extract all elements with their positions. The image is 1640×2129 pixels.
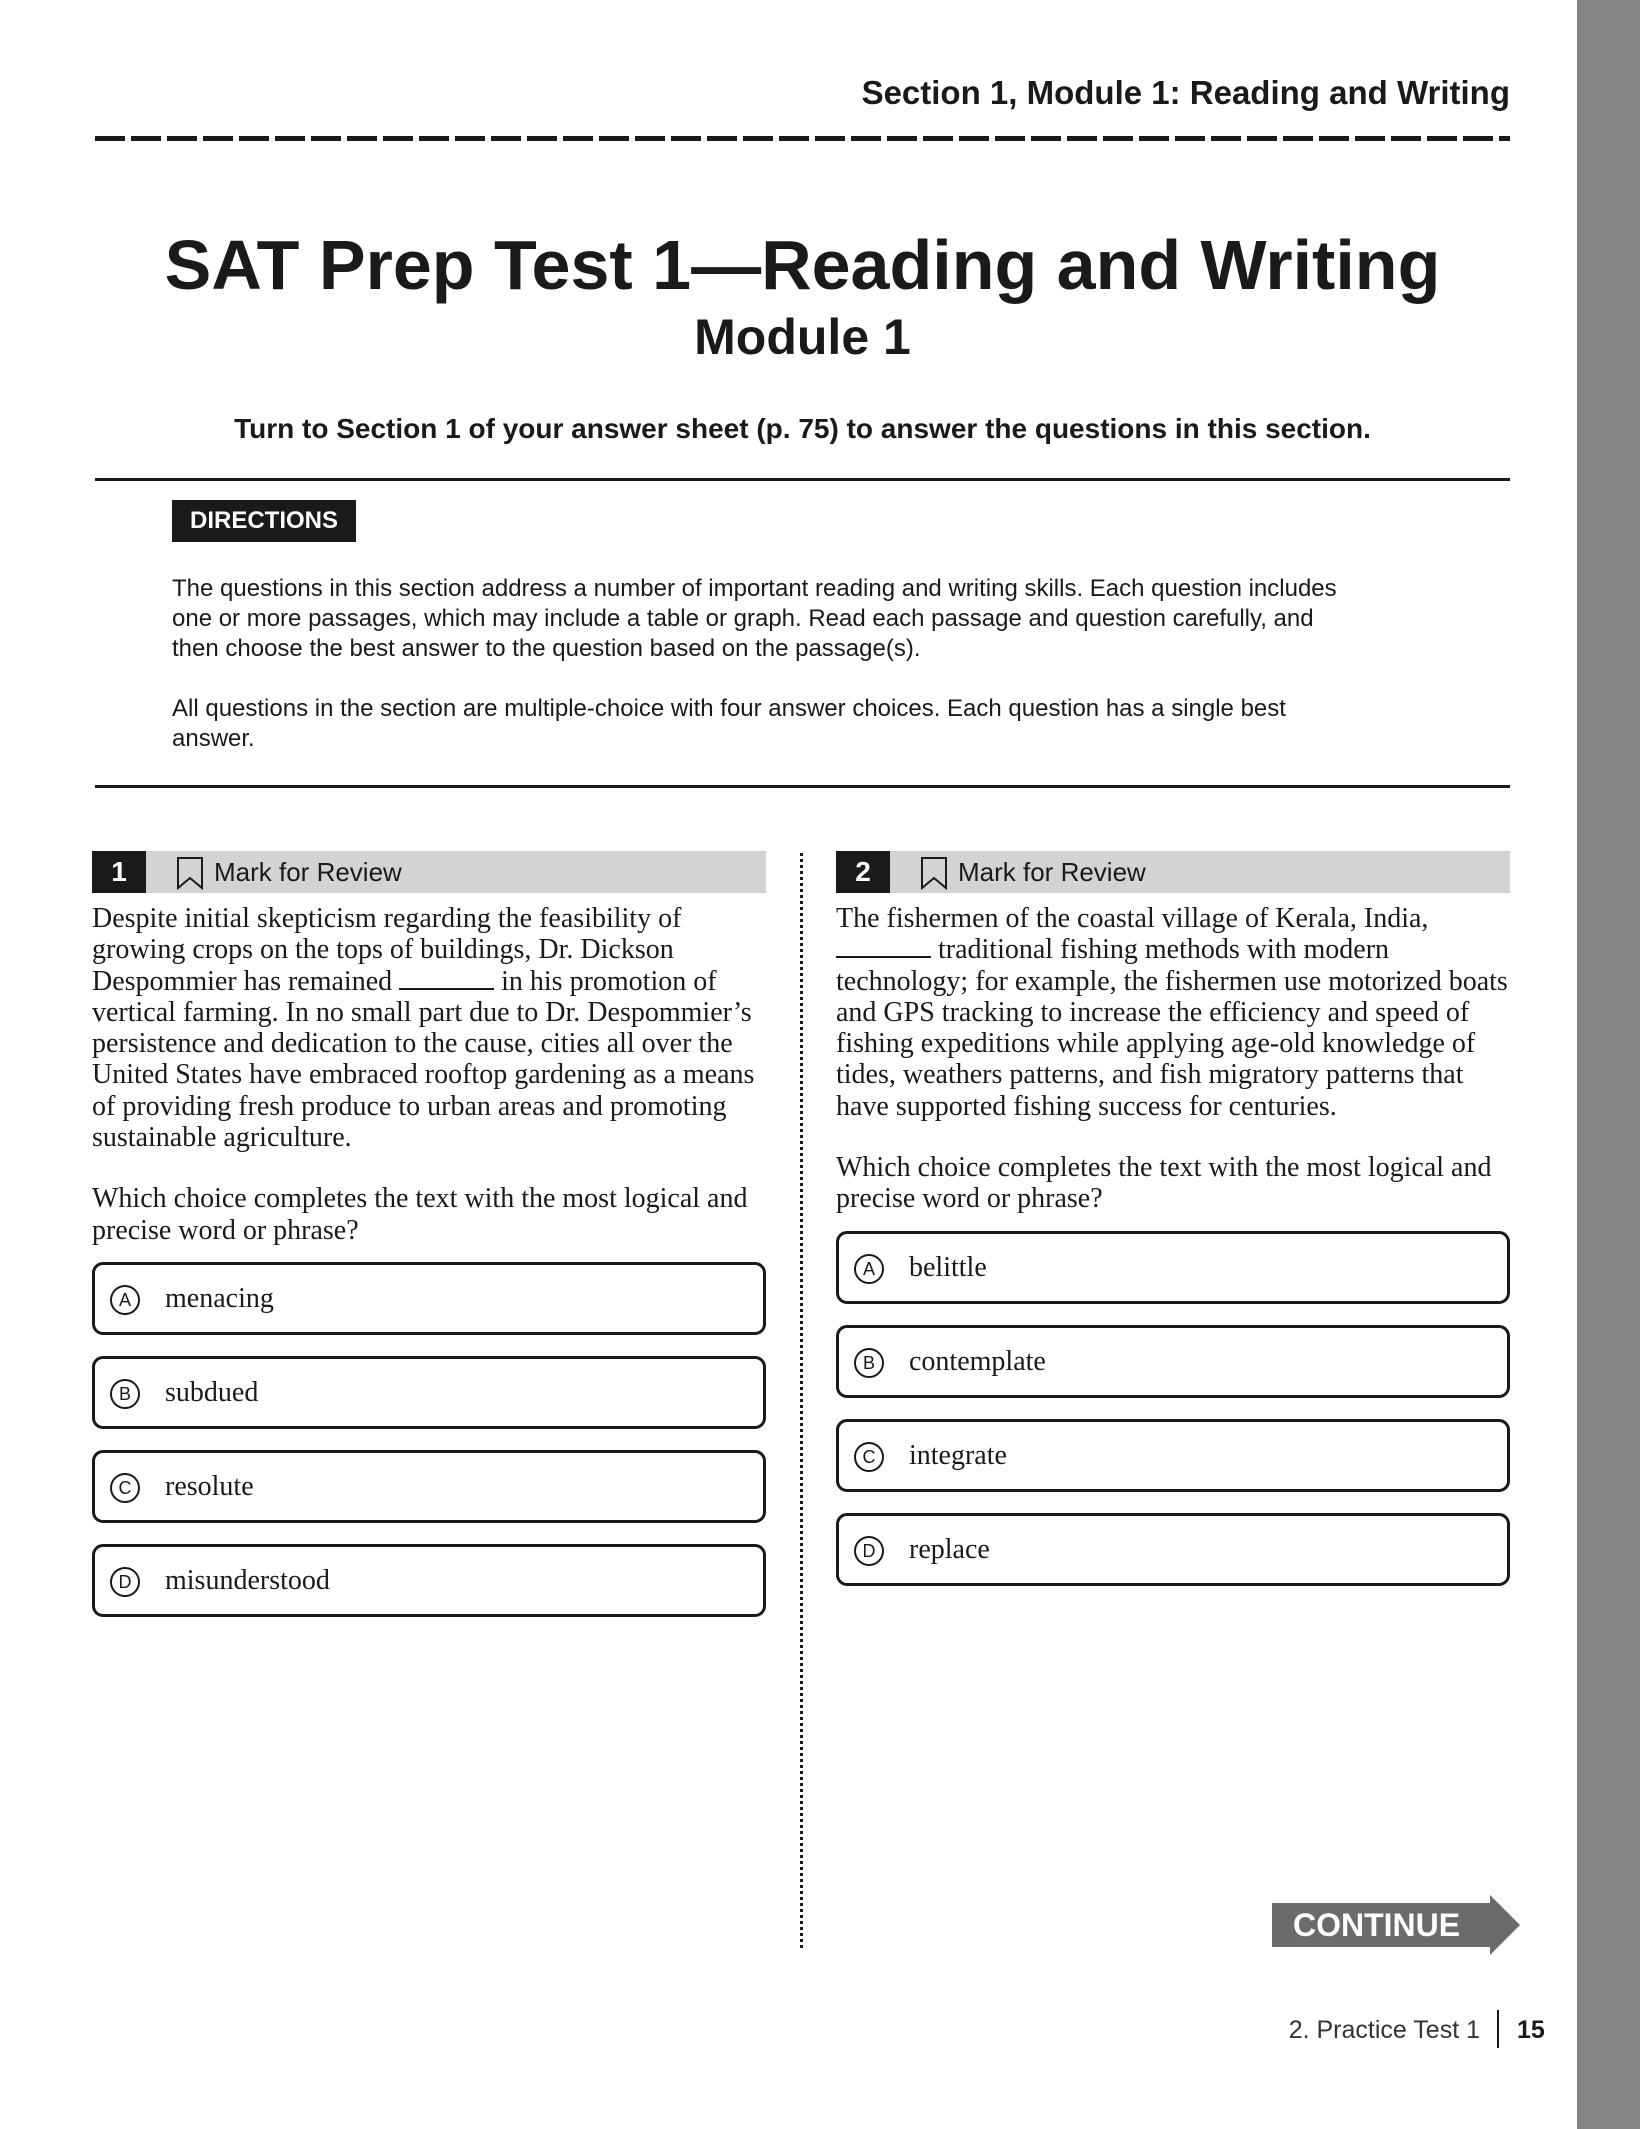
page-number: 15 [1517, 2016, 1545, 2044]
passage-text: The fishermen of the coastal village of Kerala, India, [836, 903, 1429, 934]
mark-for-review-button[interactable]: Mark for Review [958, 857, 1146, 887]
footer-chapter: 2. Practice Test 1 [1288, 2016, 1480, 2044]
section-header: Section 1, Module 1: Reading and Writing [861, 74, 1510, 111]
answer-option-c[interactable] [836, 1419, 1510, 1492]
question-prompt: Which choice completes the text with the most logical and precise word or phrase? [836, 1152, 1492, 1215]
divider [95, 785, 1510, 788]
page-edge-tab [1577, 0, 1640, 2129]
answer-option-c[interactable] [92, 1450, 766, 1523]
passage-text: Despite initial skepticism regarding the feasibility of growing crops on the tops of buildings, Dr. Dickson Despommier has remained [92, 903, 682, 997]
answer-option-d[interactable] [836, 1513, 1510, 1586]
option-text: menacing [165, 1282, 274, 1314]
question-1 [92, 851, 766, 1617]
passage-text: traditional fishing methods with modern technology; for example, the fishermen use motorized boats and GPS tracking to increase the efficiency and speed of fishing expeditions while applying age-old knowledge of tides, weathers patterns, and fish migratory patterns that have supported fishing success for centuries. [836, 934, 1508, 1122]
answer-option-d[interactable] [92, 1544, 766, 1617]
passage-text: in his promotion of vertical farming. In no small part due to Dr. Despommier’s persistence and dedication to the cause, cities all over the United States have embraced rooftop gardening as a means of providing fresh produce to urban areas and promoting sustainable agriculture. [92, 965, 755, 1154]
bookmark-icon[interactable] [920, 856, 948, 890]
answer-option-a[interactable] [92, 1262, 766, 1335]
column-divider [800, 853, 803, 1948]
option-letter: A [110, 1285, 140, 1315]
directions-paragraph: The questions in this section address a number of important reading and writing skills. Each question includes one or more passages, which may include a table or graph. Read each passage and question carefully, and then choose the best answer to the question based on the passage(s). [172, 575, 1337, 662]
question-number: 1 [92, 851, 146, 893]
bookmark-icon[interactable] [176, 856, 204, 890]
option-letter: B [110, 1379, 140, 1409]
answer-option-a[interactable] [836, 1231, 1510, 1304]
answer-option-b[interactable] [92, 1356, 766, 1429]
question-2 [836, 851, 1510, 1586]
footer-separator [1497, 2010, 1499, 2048]
page-title: SAT Prep Test 1—Reading and Writing [164, 226, 1441, 304]
dashed-divider [95, 136, 1510, 141]
option-text: contemplate [909, 1345, 1046, 1377]
option-letter: D [854, 1536, 884, 1566]
answer-option-b[interactable] [836, 1325, 1510, 1398]
instruction-text: Turn to Section 1 of your answer sheet (p. 75) to answer the questions in this section. [234, 413, 1371, 444]
option-letter: C [110, 1473, 140, 1503]
option-letter: D [110, 1567, 140, 1597]
question-header [836, 851, 1510, 893]
option-text: integrate [909, 1439, 1007, 1471]
option-text: replace [909, 1533, 990, 1565]
blank [836, 936, 931, 958]
option-letter: C [854, 1442, 884, 1472]
passage [836, 903, 1510, 1122]
option-text: misunderstood [165, 1564, 330, 1596]
question-number: 2 [836, 851, 890, 893]
blank [399, 968, 494, 990]
question-header [92, 851, 766, 893]
mark-for-review-button[interactable]: Mark for Review [214, 857, 402, 887]
passage [92, 903, 766, 1153]
directions-paragraph: All questions in the section are multiple-choice with four answer choices. Each question has a single best answer. [172, 695, 1286, 752]
directions-label: DIRECTIONS [172, 500, 356, 542]
option-letter: A [854, 1254, 884, 1284]
continue-button[interactable]: CONTINUE [1293, 1907, 1461, 1943]
option-letter: B [854, 1348, 884, 1378]
divider [95, 478, 1510, 481]
question-prompt: Which choice completes the text with the most logical and precise word or phrase? [92, 1183, 748, 1246]
option-text: subdued [165, 1376, 259, 1408]
page-subtitle: Module 1 [694, 309, 911, 365]
option-text: resolute [165, 1470, 254, 1502]
option-text: belittle [909, 1251, 987, 1283]
